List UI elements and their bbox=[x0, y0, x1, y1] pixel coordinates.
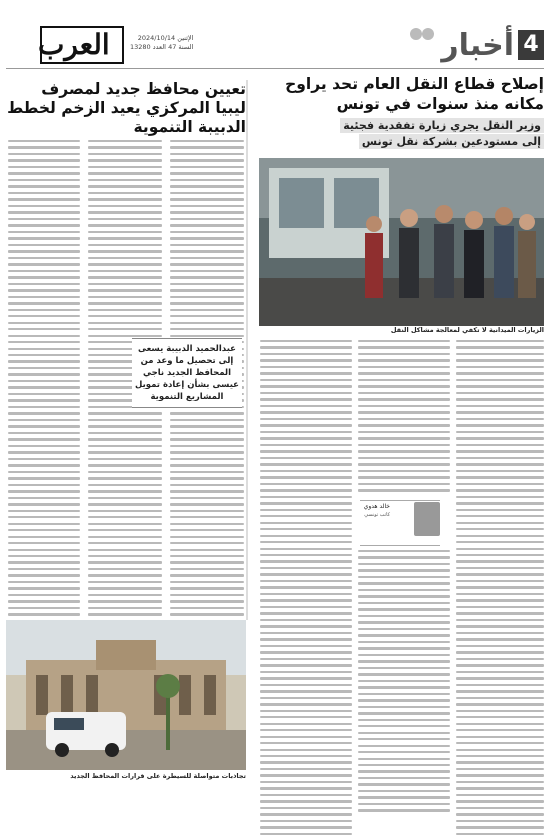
subheadline-line-1: وزير النقل يجري زيارة تفقدية فجئية bbox=[340, 118, 544, 133]
subheadline-line-2: إلى مستودعين بشركة نقل تونس bbox=[359, 134, 544, 149]
author-avatar bbox=[414, 502, 440, 536]
right-body-col-1 bbox=[456, 340, 544, 839]
right-photo-caption: الزيارات الميدانية لا تكفي لمعالجة مشاكل النقل bbox=[390, 326, 544, 334]
right-body-col-2 bbox=[358, 340, 450, 496]
newspaper-logo: العرب bbox=[38, 28, 110, 61]
author-role: كاتب تونسي bbox=[364, 512, 390, 518]
bank-photo-illustration bbox=[6, 620, 246, 770]
right-headline: إصلاح قطاع النقل العام تحد يراوح مكانه منذ سنوات في تونس bbox=[285, 75, 544, 113]
issue-number: السنة 47 العدد 13280 bbox=[130, 43, 194, 51]
right-subheadline bbox=[259, 118, 544, 150]
dateline bbox=[130, 34, 193, 52]
author-name: خالد هدوي bbox=[363, 503, 390, 510]
column-divider bbox=[246, 80, 248, 620]
issue-date: الإثنين 2024/10/14 bbox=[137, 34, 194, 42]
left-headline: تعيين محافظ جديد لمصرف ليبيا المركزي يعيد الزخم لخطط الدبيبة التنموية bbox=[7, 80, 246, 136]
bus-photo-illustration bbox=[259, 158, 544, 326]
left-photo-caption: تجاذبات متواصلة للسيطرة على قرارات المحافظ الجديد bbox=[70, 772, 246, 780]
left-body-col-1 bbox=[8, 140, 80, 620]
page-number: 4 bbox=[518, 30, 544, 60]
header-divider bbox=[6, 68, 544, 69]
right-body-col-3 bbox=[260, 340, 352, 839]
tunis-bus-photo bbox=[259, 158, 544, 326]
pull-quote: عبدالحميد الدبيبة يسعى إلى تحصيل ما وعد من المحافظ الجديد ناجي عيسى بشأن إعادة تمويل المشاريع التنموية bbox=[132, 338, 242, 408]
central-bank-photo bbox=[6, 620, 246, 770]
right-body-col-2b bbox=[358, 550, 450, 816]
section-title: أخبار bbox=[441, 28, 514, 63]
quote-icon bbox=[409, 24, 435, 44]
